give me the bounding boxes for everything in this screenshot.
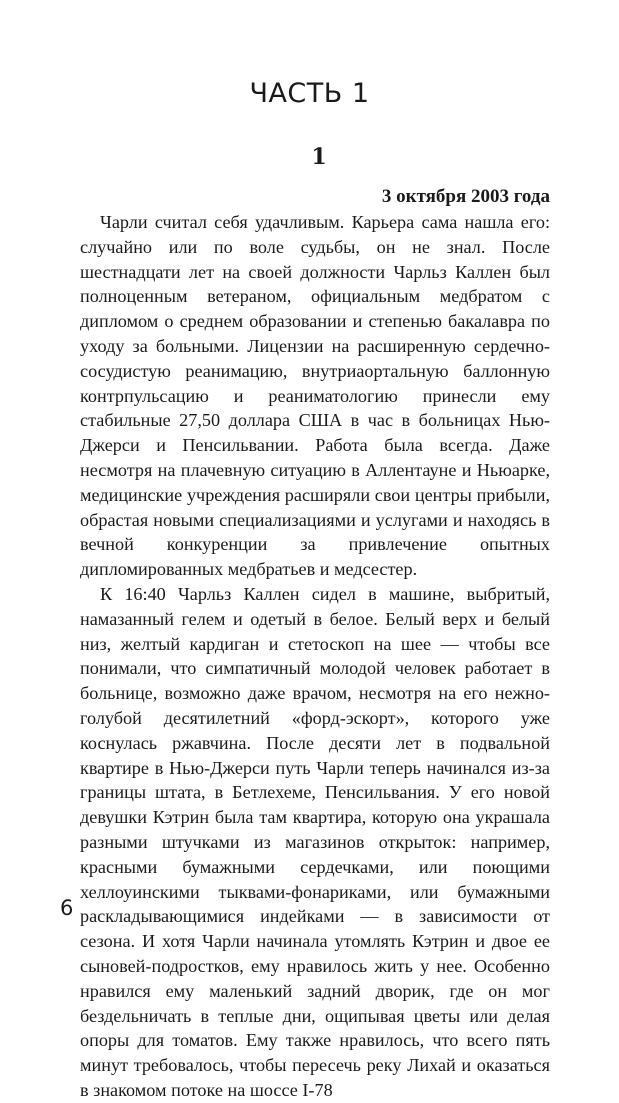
chapter-number: 1 (311, 144, 327, 170)
paragraph: К 16:40 Чарльз Каллен сидел в машине, выбритый, намазанный гелем и одетый в белое. Белый верх и белый низ, желтый кардиган и стетоскоп на шее — чтобы все понимали, что симпатичный молодой человек работает в больнице, возможно даже врачом, несмотря на его нежно-голубой десятилетний «форд-эскорт», которого уже коснулась ржавчина. После десяти лет в подвальной квартире в Нью-Джерси путь Чарли теперь начинался из-за границы штата, в Бетлехеме, Пенсильвания. У его новой девушки Кэтрин была там квартира, которую она украшала разными штучками из магазинов открыток: например, красными бумажными сердечками, или поющими хеллоуинскими тыквами-фонариками, или бумажными раскладывающимися индейками — в зависимости от сезона. И хотя Чарли начинала утомлять Кэтрин и двое ее сыновей-подростков, ему нравилось жить у нее. Особенно нравился ему маленький задний дворик, где он мог бездельничать в теплые дни, ощипывая цветы или делая опоры для томатов. Ему также нравилось, что всего пять минут требовалось, чтобы пересечь реку Лихай и оказаться в знакомом потоке на шоссе I-78 (80, 583, 550, 1100)
paragraph: Чарли считал себя удачливым. Карьера сама нашла его: случайно или по воле судьбы, он не знал. После шестнадцати лет на своей должности Чарльз Каллен был полноценным ветераном, официальным медбратом с дипломом о среднем образовании и степенью бакалавра по уходу за больными. Лицензии на расширенную сердечно-сосудистую реанимацию, внутриаортальную баллонную контрпульсацию и реаниматологию принесли ему стабильные 27,50 доллара США в час в больницах Нью-Джерси и Пенсильвании. Работа была всегда. Даже несмотря на плачевную ситуацию в Аллентауне и Ньюарке, медицинские учреждения расширяли свои центры прибыли, обрастая новыми специализациями и услугами и находясь в вечной конкуренции за привлечение опытных дипломированных медбратьев и медсестер. (80, 212, 550, 580)
page-number: 6 (60, 896, 74, 920)
date-heading: 3 октября 2003 года (381, 186, 550, 207)
body-text (80, 210, 550, 1103)
part-title: ЧАСТЬ 1 (249, 78, 370, 109)
